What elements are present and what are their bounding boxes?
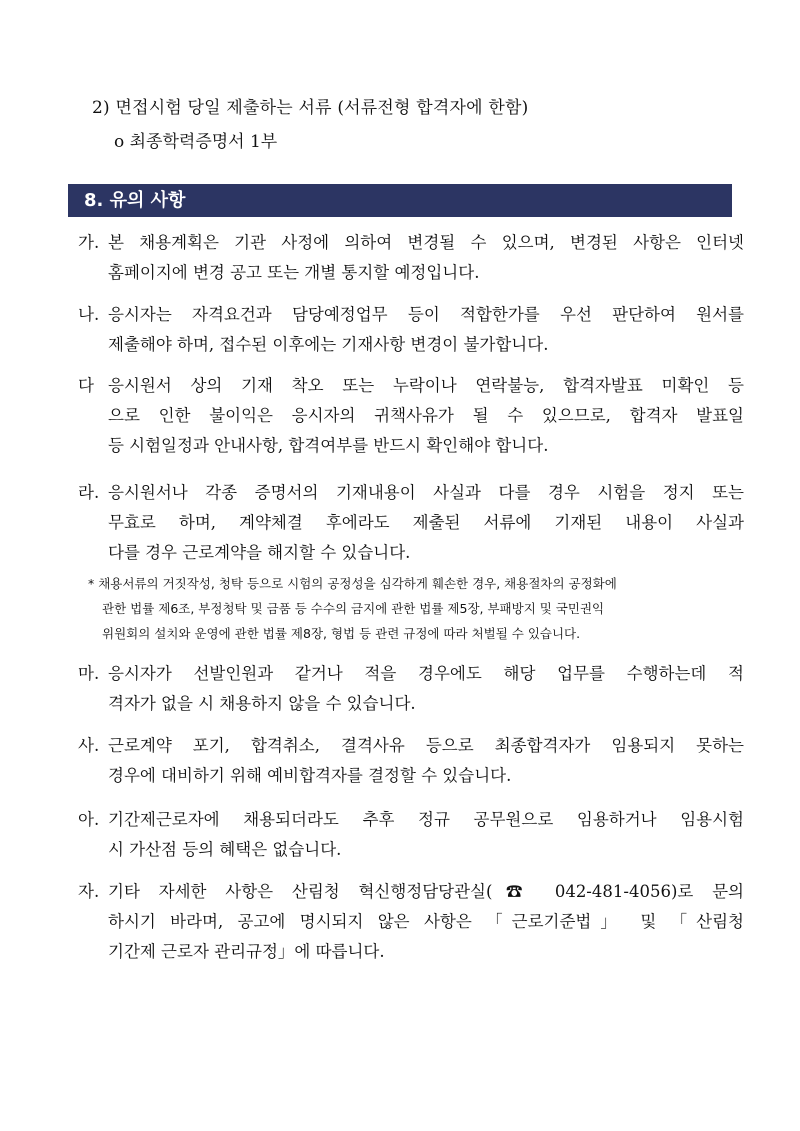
- item-line: 응시자가 선발인원과 같거나 적을 경우에도 해당 업무를 수행하는데 적: [108, 664, 744, 683]
- item-line: 다를 경우 근로계약을 해지할 수 있습니다.: [108, 543, 411, 562]
- item-line: 홈페이지에 변경 공고 또는 개별 통지할 예정입니다.: [108, 263, 480, 282]
- item-line: 응시자는 자격요건과 담당예정업무 등이 적합한가를 우선 판단하여 원서를: [108, 305, 744, 324]
- item-line: 응시원서 상의 기재 착오 또는 누락이나 연락불능, 합격자발표 미확인 등: [108, 376, 744, 395]
- sub-bullet: o 최종학력증명서 1부: [114, 132, 278, 152]
- item-marker: 가.: [78, 233, 100, 252]
- sub-heading: 2) 면접시험 당일 제출하는 서류 (서류전형 합격자에 한함): [92, 98, 529, 118]
- note-line: 위원회의 설치와 운영에 관한 법률 제8장, 형법 등 관련 규정에 따라 처벌될 수 있습니다.: [102, 626, 581, 641]
- notice-item-ra: [78, 478, 744, 568]
- item-line: 격자가 없을 시 채용하지 않을 수 있습니다.: [108, 694, 416, 713]
- note-line: * 채용서류의 거짓작성, 청탁 등으로 시험의 공정성을 심각하게 훼손한 경우, 채용절차의 공정화에: [88, 576, 617, 591]
- item-line: 시 가산점 등의 혜택은 없습니다.: [108, 840, 342, 859]
- section-title: 8. 유의 사항: [84, 190, 186, 211]
- notice-item-a: [78, 805, 744, 865]
- item-line: 제출해야 하며, 접수된 이후에는 기재사항 변경이 불가합니다.: [108, 335, 549, 354]
- notice-item-ma: [78, 659, 744, 719]
- legal-note: [88, 571, 744, 646]
- item-line: 기간제근로자에 채용되더라도 추후 정규 공무원으로 임용하거나 임용시험: [108, 810, 744, 829]
- item-marker: 다: [78, 376, 94, 395]
- notice-item-ja: [78, 877, 744, 967]
- item-marker: 라.: [78, 483, 100, 502]
- item-line: 무효로 하며, 계약체결 후에라도 제출된 서류에 기재된 내용이 사실과: [108, 513, 744, 532]
- item-line: 기타 자세한 사항은 산림청 혁신행정담당관실(☎ 042-481-4056)로 문의: [108, 882, 744, 901]
- item-marker: 나.: [78, 305, 100, 324]
- item-marker: 자.: [78, 882, 100, 901]
- item-marker: 사.: [78, 736, 100, 755]
- notice-item-sa: [78, 731, 744, 791]
- item-line: 경우에 대비하기 위해 예비합격자를 결정할 수 있습니다.: [108, 766, 512, 785]
- item-line: 근로계약 포기, 합격취소, 결격사유 등으로 최종합격자가 임용되지 못하는: [108, 736, 744, 755]
- item-line: 본 채용계획은 기관 사정에 의하여 변경될 수 있으며, 변경된 사항은 인터넷: [108, 233, 744, 252]
- section-title-bar: [68, 184, 732, 217]
- item-line: 등 시험일정과 안내사항, 합격여부를 반드시 확인해야 합니다.: [108, 436, 549, 455]
- item-marker: 아.: [78, 810, 100, 829]
- notice-item-na: [78, 300, 744, 360]
- note-line: 관한 법률 제6조, 부정청탁 및 금품 등 수수의 금지에 관한 법률 제5장, 부패방지 및 국민권익: [102, 601, 605, 616]
- notice-item-da: [78, 371, 744, 461]
- item-line: 으로 인한 불이익은 응시자의 귀책사유가 될 수 있으므로, 합격자 발표일: [108, 406, 744, 425]
- item-marker: 마.: [78, 664, 100, 683]
- notice-item-ga: [78, 228, 744, 288]
- item-line: 기간제 근로자 관리규정」에 따릅니다.: [108, 942, 385, 961]
- item-line: 응시원서나 각종 증명서의 기재내용이 사실과 다를 경우 시험을 정지 또는: [108, 483, 744, 502]
- item-line: 하시기 바라며, 공고에 명시되지 않은 사항은 「근로기준법」 및 「산림청: [108, 912, 744, 931]
